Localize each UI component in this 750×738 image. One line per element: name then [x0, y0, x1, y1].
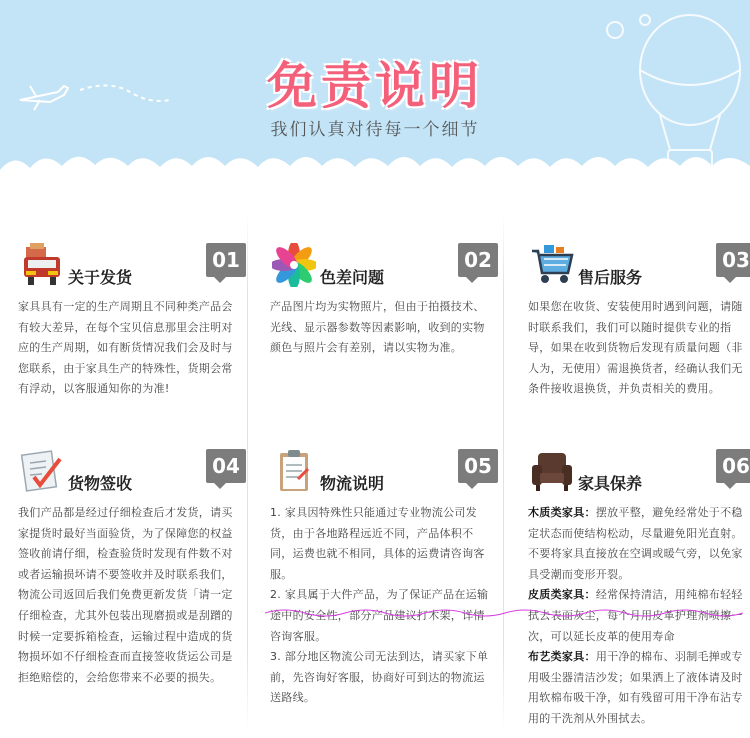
- care-section-fabric: [528, 647, 750, 729]
- card-title: 家具保养: [578, 474, 643, 493]
- info-grid: [0, 185, 750, 738]
- clipboard-icon: [272, 449, 316, 493]
- card-number-badge: 04: [206, 449, 246, 483]
- armchair-icon: [530, 449, 574, 493]
- card-title: 售后服务: [578, 268, 643, 287]
- care-text: 摆放平整，避免经常处于不稳定状态而使结构松动，尽量避免阳光直射。不要将家具直接放在空调或暖气旁，以免家具受潮而变形开裂。: [528, 506, 743, 581]
- care-label: 木质类家具：: [528, 506, 596, 519]
- care-label: 皮质类家具：: [528, 588, 596, 602]
- card-number-badge: 01: [206, 243, 246, 277]
- color-wheel-icon: [272, 243, 316, 287]
- page-subtitle: 我们认真对待每一个细节: [270, 120, 480, 140]
- checklist-icon: [20, 449, 64, 493]
- header-banner: [0, 0, 750, 185]
- logistics-item: 2. 家具属于大件产品，为了保证产品在运输途中的安全性，部分产品建议打木架，详情咨询客服。: [270, 588, 489, 643]
- card-body: 产品图片均为实物照片，但由于拍摄技术、光线、显示器参数等因素影响，收到的实物颜色与照片会有差别，请以实物为准。: [270, 300, 485, 355]
- card-body: 如果您在收货、安装使用时遇到问题，请随时联系我们，我们可以随时提供专业的指导，如果在收到货物后发现有质量问题（非人为，无使用）需退换货者，经确认我们无条件接收退换货，并负责相关的费用。: [528, 300, 743, 396]
- wavy-divider-line: [265, 607, 743, 619]
- card-number-badge: 02: [458, 243, 498, 277]
- care-label: 布艺类家具：: [528, 650, 596, 664]
- logistics-item: 1. 家具因特殊性只能通过专业物流公司发货，由于各地路程远近不同，产品体积不同，运费也就不相同，具体的运费请咨询客服。: [270, 506, 485, 581]
- care-text: 用干净的棉布、羽制毛掸或专用吸尘器清洁沙发；如果洒上了液体请及时用软棉布吸干净，如有残留可用干净布沾专用的干洗剂从外围拭去。: [528, 650, 743, 725]
- card-title: 色差问题: [320, 268, 385, 287]
- care-section-wood: [528, 503, 750, 585]
- shopping-cart-icon: [530, 243, 574, 287]
- page-title: 免责说明: [267, 57, 483, 115]
- card-title: 货物签收: [68, 474, 133, 493]
- card-title: 关于发货: [68, 268, 133, 287]
- card-body: 我们产品都是经过仔细检查后才发货，请买家提货时最好当面验货，为了保障您的权益签收前请仔细，检查验货时发现有件数不对或者运输损坏请不要签收并及时联系我们，物流公司返回后我们免费更新发货「请一定仔细检查，尤其外包装出现磨损或是刮蹭的时候一定要拆箱检查，运输过程中造成的货物损坏如不仔细检查而直接签收货运公司是拒绝赔偿的，会给您带来不必要的损失。: [18, 506, 233, 684]
- card-number-badge: 03: [716, 243, 750, 277]
- logistics-item: 3. 部分地区物流公司无法到达，请买家下单前，先咨询好客服，协商好可到达的物流运送路线。: [270, 650, 489, 705]
- card-body: 家具具有一定的生产周期且不同种类产品会有较大差异，在每个宝贝信息那里会注明对应的生产周期，如有断货情况我们会及时与您联系，由于家具生产的特殊性，货期会常有浮动，以客服通知你的为准!: [18, 300, 233, 396]
- info-card-receipt: [18, 449, 250, 729]
- card-title: 物流说明: [320, 474, 385, 493]
- card-number-badge: 05: [458, 449, 498, 483]
- column-divider: [503, 210, 504, 730]
- delivery-truck-icon: [20, 243, 64, 287]
- info-card-maintenance: [528, 449, 750, 729]
- info-card-logistics: [270, 449, 502, 729]
- care-text: 经常保持清洁，用纯棉布轻轻拭去表面灰尘，每个月用皮革护理剂喷擦一次，可以延长皮革的使用寿命: [528, 588, 743, 643]
- card-number-badge: 06: [716, 449, 750, 483]
- card-body: [270, 503, 494, 709]
